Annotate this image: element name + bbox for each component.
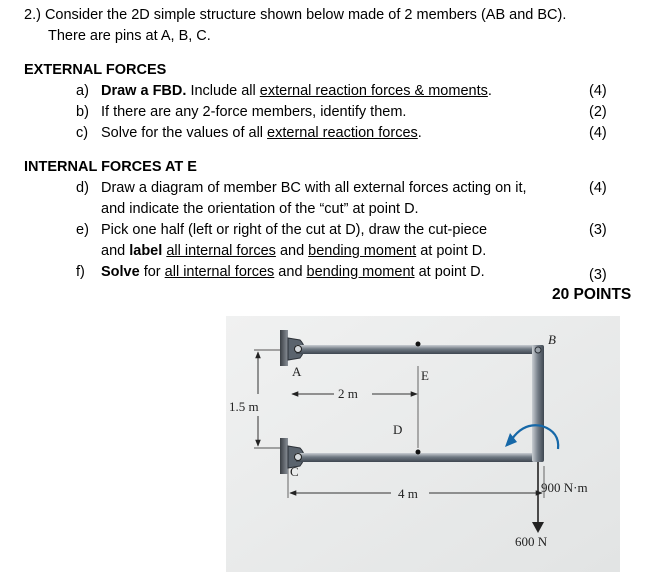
- item-e-bold: label: [129, 243, 163, 259]
- item-f-and: and: [274, 264, 307, 280]
- label-e: E: [421, 368, 429, 383]
- item-b-label: b): [76, 104, 89, 120]
- item-a-points: (4): [589, 83, 607, 99]
- label-b: B: [548, 332, 556, 347]
- item-f-underlined-1: all internal forces: [164, 264, 275, 280]
- item-f-points: (3): [589, 267, 607, 283]
- wall-support-c: [280, 438, 288, 474]
- item-c-pre: Solve for the values of all: [101, 125, 268, 141]
- item-f-text: [101, 263, 485, 281]
- item-d-points: (4): [589, 180, 607, 196]
- item-e-line2: [101, 242, 486, 260]
- item-f-label: f): [76, 264, 85, 280]
- item-e-label: e): [76, 222, 89, 238]
- item-d-label: d): [76, 180, 89, 196]
- label-a: A: [292, 364, 302, 379]
- item-f-underlined-2: bending moment: [306, 264, 415, 280]
- point-d-dot: [416, 450, 421, 455]
- item-e-underlined-1: all internal forces: [166, 243, 276, 259]
- item-e-points: (3): [589, 222, 607, 238]
- item-c-text: [101, 124, 422, 142]
- label-c: C: [290, 464, 299, 479]
- item-c-label: c): [76, 125, 89, 141]
- problem-intro-line2: There are pins at A, B, C.: [48, 28, 211, 44]
- item-a-end: .: [487, 83, 492, 99]
- item-f-end: at point D.: [414, 264, 485, 280]
- member-bc-vertical: [532, 345, 544, 462]
- total-points: 20 POINTS: [552, 286, 632, 303]
- item-e-pre: and: [101, 243, 130, 259]
- item-c-end: .: [417, 125, 422, 141]
- moment-label: 900 N·m: [541, 480, 588, 495]
- pin-b: [535, 347, 541, 353]
- item-e-end: at point D.: [416, 243, 487, 259]
- pin-a: [295, 346, 302, 353]
- problem-intro-line1: 2.) Consider the 2D simple structure shown below made of 2 members (AB and BC).: [24, 7, 567, 23]
- structure-figure: [226, 316, 620, 572]
- force-label: 600 N: [515, 534, 548, 549]
- wall-support-a: [280, 330, 288, 366]
- item-c-points: (4): [589, 125, 607, 141]
- item-e-and: and: [275, 243, 309, 259]
- item-e-underlined-2: bending moment: [308, 243, 417, 259]
- item-d-line2: and indicate the orientation of the “cut” at point D.: [101, 201, 419, 217]
- item-d-line1: Draw a diagram of member BC with all external forces acting on it,: [101, 180, 527, 196]
- pin-c: [295, 454, 302, 461]
- item-a-underlined: external reaction forces & moments: [259, 83, 488, 99]
- item-a-text: [101, 82, 492, 100]
- item-f-pre: for: [139, 264, 165, 280]
- item-b-points: (2): [589, 104, 607, 120]
- item-b-text: If there are any 2-force members, identify them.: [101, 104, 407, 120]
- item-a-label: a): [76, 83, 89, 99]
- dim-15m-label: 1.5 m: [229, 399, 259, 414]
- external-forces-heading: EXTERNAL FORCES: [24, 62, 167, 78]
- point-e-dot: [416, 342, 421, 347]
- internal-forces-heading: INTERNAL FORCES AT E: [24, 159, 197, 175]
- dim-2m-label: 2 m: [338, 386, 358, 401]
- dim-4m-label: 4 m: [398, 486, 418, 501]
- item-f-bold: Solve: [101, 264, 140, 280]
- label-d: D: [393, 422, 403, 437]
- item-a-mid: Include all: [186, 83, 260, 99]
- item-e-line1: Pick one half (left or right of the cut at D), draw the cut-piece: [101, 222, 488, 238]
- item-a-bold: Draw a FBD.: [101, 83, 187, 99]
- item-c-underlined: external reaction forces: [267, 125, 418, 141]
